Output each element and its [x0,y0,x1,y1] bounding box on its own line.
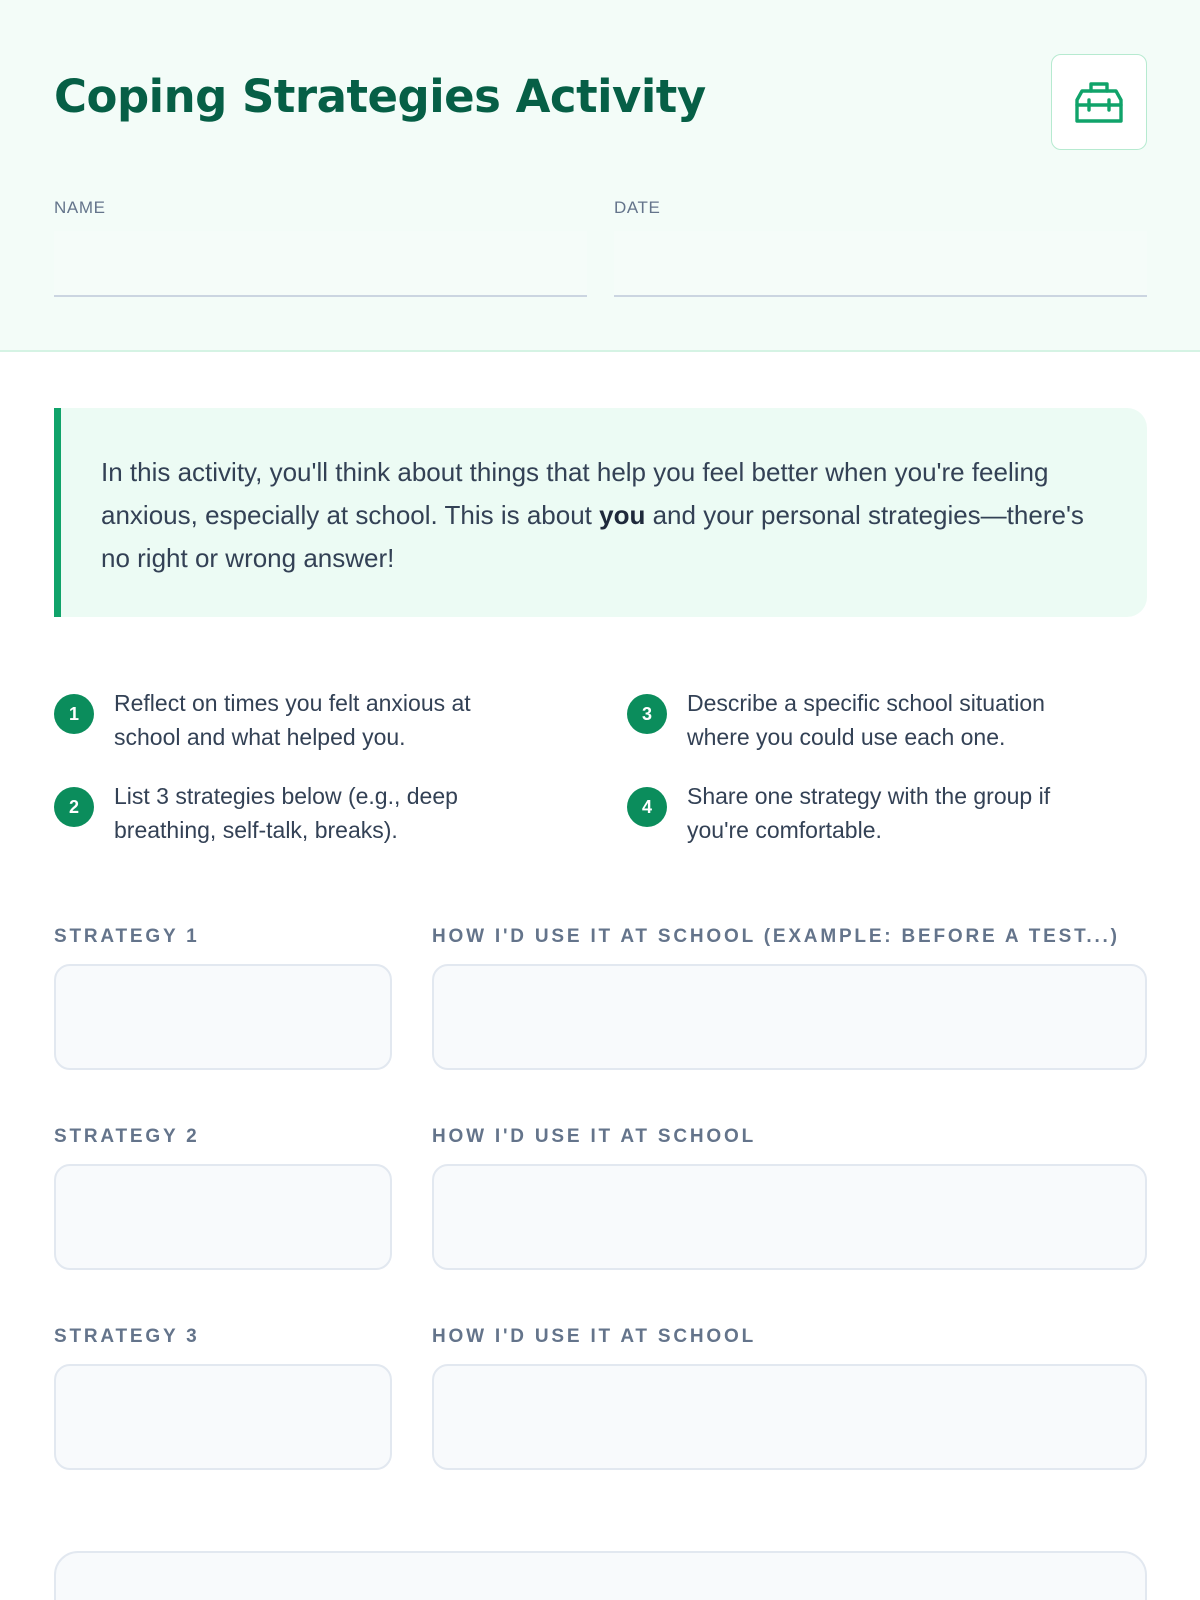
strategy-3-use-label: HOW I'D USE IT AT SCHOOL [432,1326,756,1347]
strategy-3-label: STRATEGY 3 [54,1326,200,1347]
step-number: 1 [54,694,94,734]
strategy-2-label: STRATEGY 2 [54,1126,200,1147]
step-text: Reflect on times you felt anxious at school and what helped you. [114,690,471,750]
strategy-1-use-input[interactable] [432,964,1147,1070]
strategy-3-input[interactable] [54,1364,392,1470]
strategy-1-use-label: HOW I'D USE IT AT SCHOOL (EXAMPLE: BEFORE A TEST...) [432,926,1120,947]
worksheet-header [0,0,1200,352]
step-text: List 3 strategies below (e.g., deep breathing, self-talk, breaks). [114,783,458,843]
step-number: 2 [54,787,94,827]
step-item-1 [54,686,524,754]
step-item-4 [627,779,1097,847]
intro-text-end: and your personal strategies—there's no right or wrong answer! [101,500,1084,573]
step-text: Share one strategy with the group if you're comfortable. [687,783,1051,843]
step-item-3 [627,686,1097,754]
date-label: DATE [614,198,661,217]
step-text: Describe a specific school situation where you could use each one. [687,690,1045,750]
step-number: 3 [627,694,667,734]
intro-text: In this activity, you'll think about things that help you feel better when you're feeling anxious, especially at school. This is about [101,457,1049,530]
name-label: NAME [54,198,106,217]
intro-emphasis: you [599,500,646,530]
page-title: Coping Strategies Activity [54,70,706,123]
toolbox-badge [1051,54,1147,150]
strategy-1-input[interactable] [54,964,392,1070]
strategy-1-label: STRATEGY 1 [54,926,200,947]
strategy-3-use-input[interactable] [432,1364,1147,1470]
strategy-2-use-input[interactable] [432,1164,1147,1270]
date-field[interactable] [614,231,1147,297]
step-number: 4 [627,787,667,827]
strategy-2-input[interactable] [54,1164,392,1270]
intro-callout [54,408,1147,617]
name-field[interactable] [54,231,587,297]
strategy-2-use-label: HOW I'D USE IT AT SCHOOL [432,1126,756,1147]
reflection-box[interactable] [54,1551,1147,1600]
toolbox-icon [1073,78,1125,126]
step-item-2 [54,779,524,847]
